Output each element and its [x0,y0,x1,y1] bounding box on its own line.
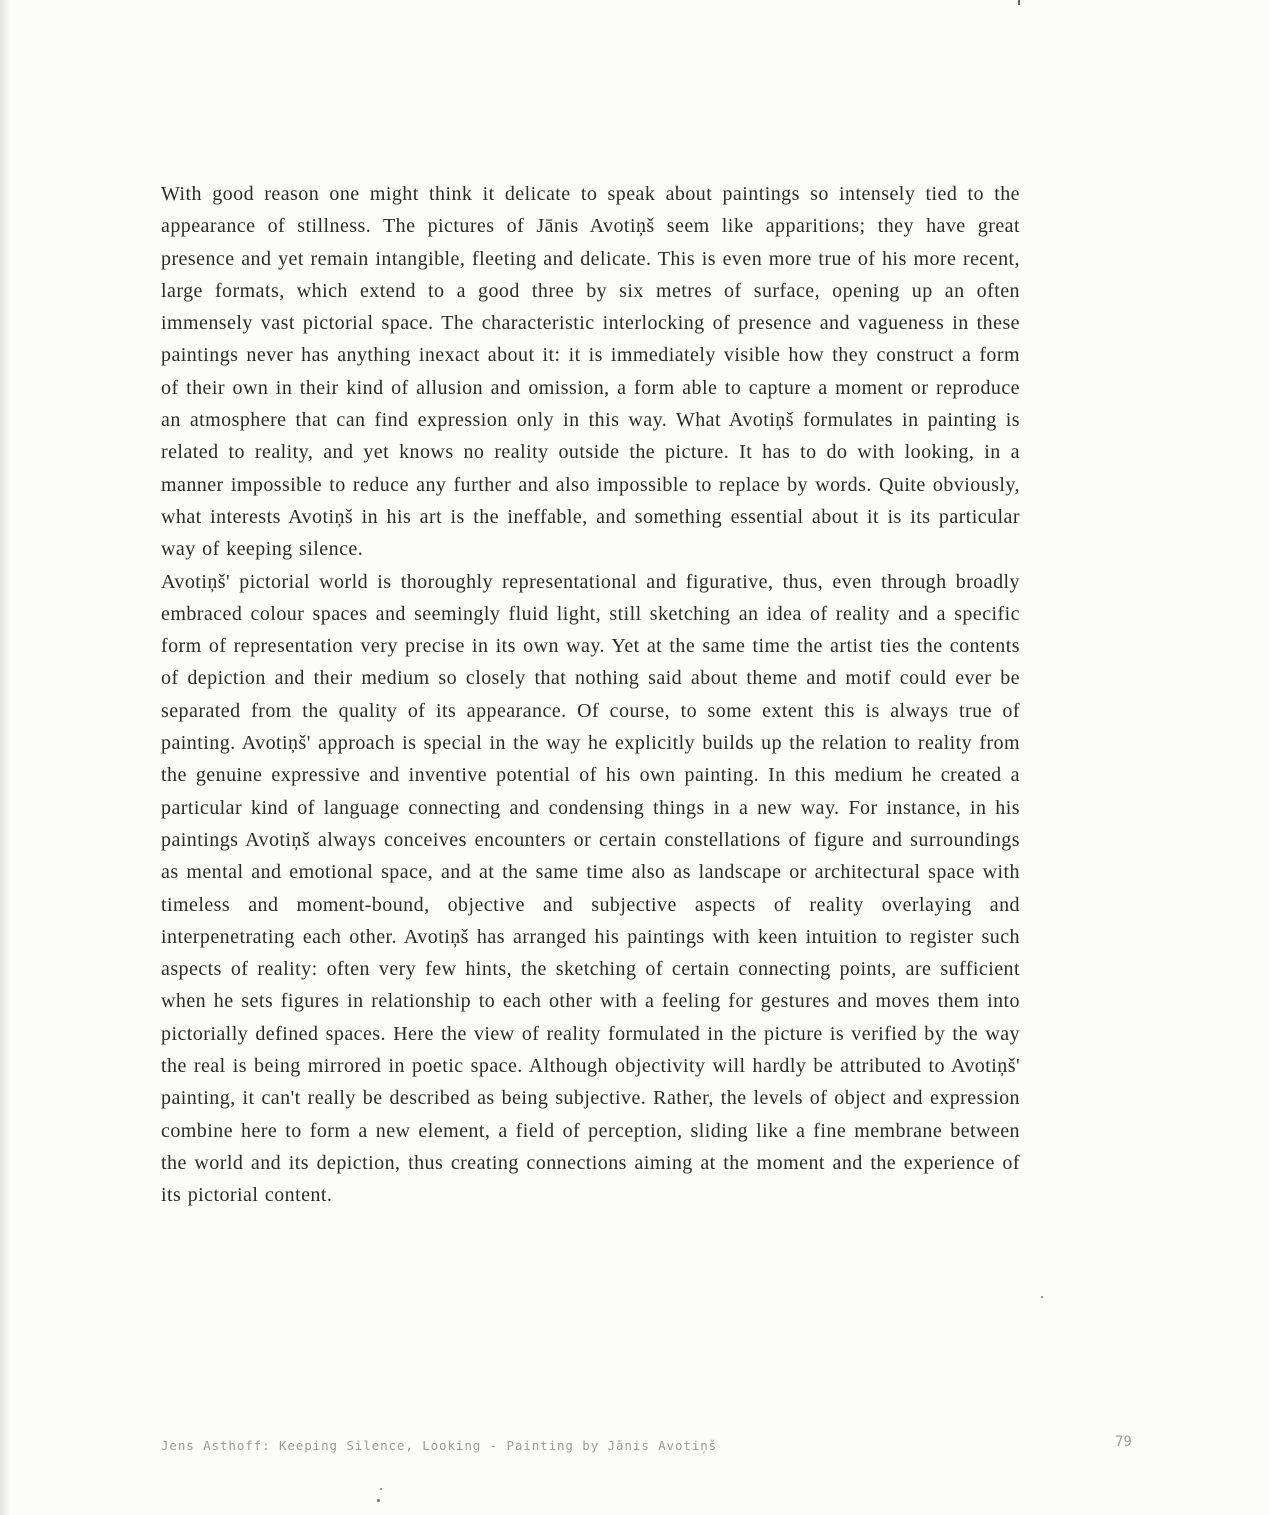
paper-speck [1041,1296,1043,1298]
page-edge-shadow [0,0,10,1515]
paragraph-2: Avotiņš' pictorial world is thoroughly representational and figurative, thus, even through broadly embraced colour spaces and seemingly fluid light, still sketching an idea of reality and a specific form of representation very precise in its own way. Yet at the same time the artist ties the contents of depiction and their medium so closely that nothing said about theme and motif could ever be separated from the quality of its appearance. Of course, to some extent this is always true of painting. Avotiņš' approach is special in the way he explicitly builds up the relation to reality from the genuine expressive and inventive potential of his own painting. In this medium he created a particular kind of language connecting and condensing things in a new way. For instance, in his paintings Avotiņš always conceives encounters or certain constellations of figure and surroundings as mental and emotional space, and at the same time also as landscape or architectural space with timeless and moment-bound, objective and subjective aspects of reality overlaying and interpenetrating each other. Avotiņš has arranged his paintings with keen intuition to register such aspects of reality: often very few hints, the sketching of certain connecting points, are sufficient when he sets figures in relationship to each other with a feeling for gestures and moves them into pictorially defined spaces. Here the view of reality formulated in the picture is verified by the way the real is being mirrored in poetic space. Although objectivity will hardly be attributed to Avotiņš' painting, it can't really be described as being subjective. Rather, the levels of object and expression combine here to form a new element, a field of perception, sliding like a fine membrane between the world and its depiction, thus creating connections aiming at the moment and the experience of its pictorial content. [161,570,1020,1207]
paper-speck [380,1488,382,1490]
page-number: 79 [1115,1434,1132,1450]
running-footer-title: Jens Asthoff: Keeping Silence, Looking - Painting by Jānis Avotiņš [161,1438,718,1453]
paper-speck [377,1499,380,1502]
essay-body [161,178,1020,1212]
paragraph-1: With good reason one might think it delicate to speak about paintings so intensely tied to the appearance of stillness. The pictures of Jānis Avotiņš seem like apparitions; they have great presence and yet remain intangible, fleeting and delicate. This is even more true of his more recent, large formats, which extend to a good three by six metres of surface, opening up an often immensely vast pictorial space. The characteristic interlocking of presence and vagueness in these paintings never has anything inexact about it: it is immediately visible how they construct a form of their own in their kind of allusion and omission, a form able to capture a moment or reproduce an atmosphere that can find expression only in this way. What Avotiņš formulates in painting is related to reality, and yet knows no reality outside the picture. It has to do with looking, in a manner impossible to reduce any further and also impossible to replace by words. Quite obviously, what interests Avotiņš in his art is the ineffable, and something essential about it is its particular way of keeping silence. [161,183,1020,561]
print-mark [1018,0,1020,5]
